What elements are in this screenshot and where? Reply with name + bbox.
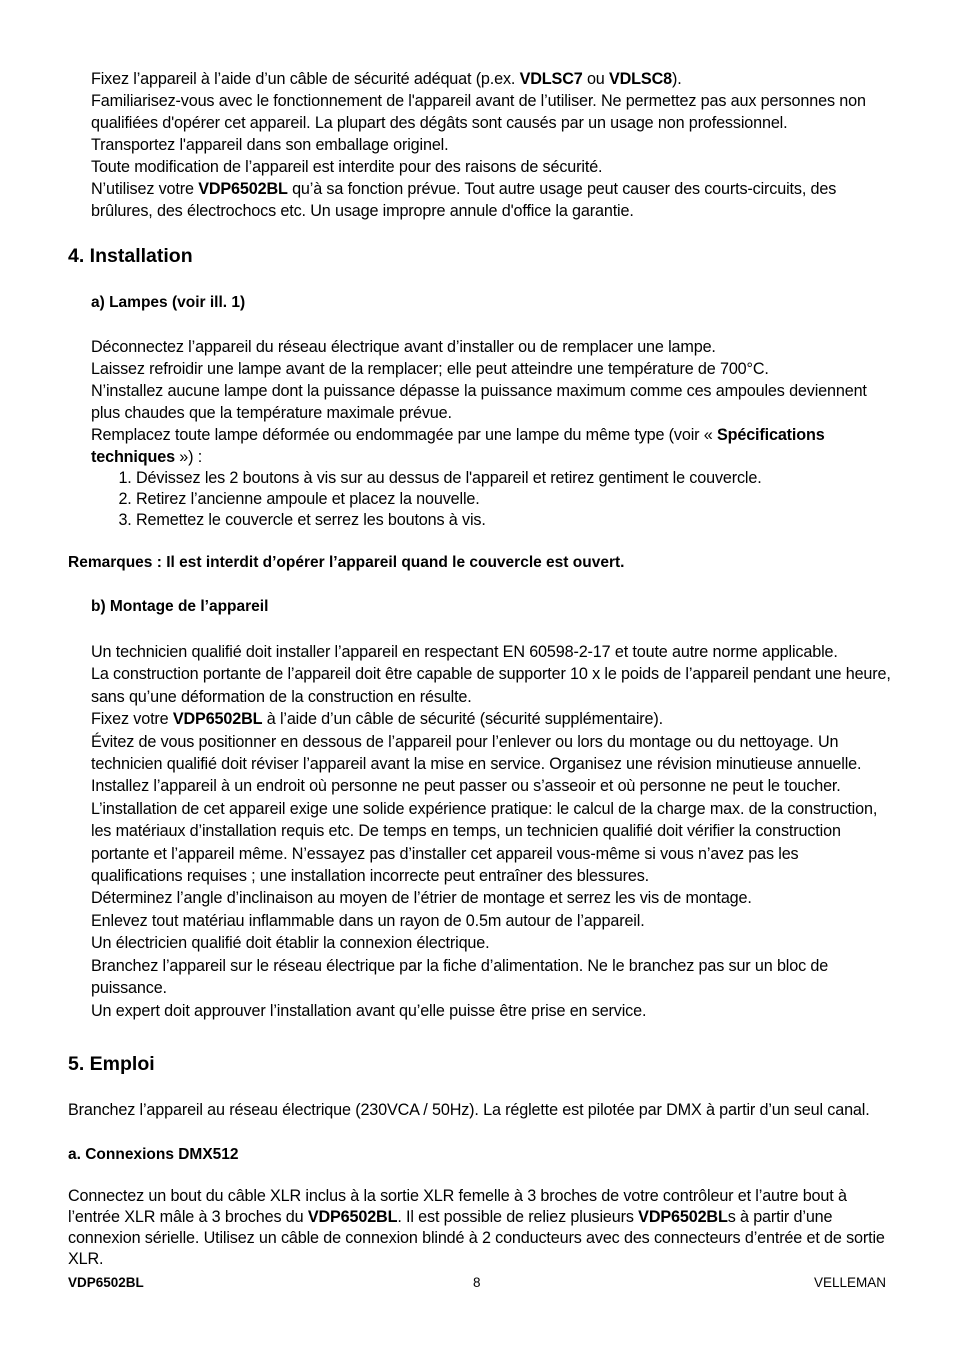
subsection-dmx-heading: a. Connexions DMX512 (68, 1146, 239, 1163)
list-item: 1. Dévissez les 2 boutons à vis sur au dessus de l'appareil et retirez gentiment le couvercle. (136, 468, 891, 489)
intro-paragraph-4: Toute modification de l’appareil est interdite pour des raisons de sécurité. (91, 158, 603, 176)
section-5-heading: 5. Emploi (68, 1053, 155, 1075)
lamps-block (91, 336, 891, 531)
lamps-paragraph-2: Laissez refroidir une lampe avant de la remplacer; elle peut atteindre une température de 700°C. (91, 360, 769, 378)
intro-paragraph-3: Transportez l'appareil dans son emballage originel. (91, 136, 449, 154)
footer-brand: VELLEMAN (813, 1275, 886, 1290)
intro-paragraph-2: Familiarisez-vous avec le fonctionnement de l'appareil avant de l’utiliser. Ne permettez pas aux personnes non qualifiées d'opérer cet appareil. La plupart des dégâts sont causés par un usage non professionnel. (91, 92, 866, 132)
mounting-paragraph-9: Un électricien qualifié doit établir la connexion électrique. (91, 934, 490, 953)
lamps-paragraph-4: Remplacez toute lampe déformée ou endommagée par une lampe du même type (voir « Spécifications techniques ») : (91, 426, 825, 466)
dmx-block (68, 1186, 888, 1270)
mounting-paragraph-2: La construction portante de l’appareil doit être capable de supporter 10 x le poids de l’appareil pendant une heure, sans qu’une déformation de la construction en résulte. (91, 665, 891, 706)
subsection-a-heading: a) Lampes (voir ill. 1) (91, 294, 246, 311)
dmx-paragraph-1: Connectez un bout du câble XLR inclus à la sortie XLR femelle à 3 broches de votre contrôleur et l’autre bout à l’entrée XLR mâle à 3 broches du VDP6502BL. Il est possible de reliez plusieurs VDP6502BLs à partir d’une connexion sérielle. Utilisez un câble de connexion blindé à 2 conducteurs avec des connecteurs d’entrée et de sortie XLR. (68, 1187, 885, 1268)
mounting-paragraph-8: Enlevez tout matériau inflammable dans un rayon de 0.5m autour de l’appareil. (91, 911, 645, 930)
mounting-paragraph-3: Fixez votre VDP6502BL à l’aide d’un câble de sécurité (sécurité supplémentaire). (91, 710, 663, 729)
mounting-paragraph-10: Branchez l’appareil sur le réseau électrique par la fiche d’alimentation. Ne le branchez pas sur un bloc de puissance. (91, 956, 829, 998)
section-4-heading: 4. Installation (68, 245, 193, 267)
intro-paragraph-1: Fixez l’appareil à l’aide d’un câble de sécurité adéquat (p.ex. VDLSC7 ou VDLSC8). (91, 70, 682, 88)
mounting-paragraph-11: Un expert doit approuver l’installation avant qu’elle puisse être prise en service. (91, 1001, 647, 1020)
lamps-paragraph-1: Déconnectez l’appareil du réseau électrique avant d’installer ou de remplacer une lampe. (91, 338, 716, 356)
footer-page-number: 8 (473, 1275, 481, 1290)
lamp-steps-list (91, 468, 891, 531)
mounting-paragraph-5: Installez l’appareil à un endroit où personne ne peut passer ou s’asseoir et où personne ne peut le toucher. (91, 777, 841, 796)
footer-model: VDP6502BL (68, 1275, 144, 1290)
intro-block (91, 68, 891, 222)
mounting-block (91, 641, 891, 1022)
intro-paragraph-5: N’utilisez votre VDP6502BL qu’à sa fonction prévue. Tout autre usage peut causer des courts-circuits, des brûlures, des électrochocs etc. Un usage impropre annule d'office la garantie. (91, 180, 837, 220)
usage-paragraph-1: Branchez l’appareil au réseau électrique (230VCA / 50Hz). La réglette est pilotée par DMX à partir d’un seul canal. (68, 1101, 870, 1119)
mounting-paragraph-7: Déterminez l’angle d’inclinaison au moyen de l’étrier de montage et serrez les vis de montage. (91, 889, 752, 908)
lamps-paragraph-3: N’installez aucune lampe dont la puissance dépasse la puissance maximum comme ces ampoules deviennent plus chaudes que la température maximale prévue. (91, 382, 867, 422)
usage-block (68, 1099, 888, 1121)
warning-note: Remarques : Il est interdit d’opérer l’appareil quand le couvercle est ouvert. (68, 554, 625, 571)
subsection-b-heading: b) Montage de l’appareil (91, 598, 269, 615)
list-item: 2. Retirez l’ancienne ampoule et placez la nouvelle. (136, 489, 891, 510)
mounting-paragraph-4: Évitez de vous positionner en dessous de l’appareil pour l’enlever ou lors du montage ou du nettoyage. Un technicien qualifié doit réviser l’appareil avant la mise en service. Organisez une révision minutieuse annuelle. (91, 732, 862, 774)
list-item: 3. Remettez le couvercle et serrez les boutons à vis. (136, 510, 891, 531)
mounting-paragraph-6: L’installation de cet appareil exige une solide expérience pratique: le calcul de la charge max. de la construction, les matériaux d’installation requis etc. De temps en temps, un technicien qualifié doit vérifier la construction portante et l’appareil même. N’essayez pas d’installer cet appareil vous-même si vous n’avez pas les qualifications requises ; une installation incorrecte peut entraîner des blessures. (91, 799, 878, 886)
mounting-paragraph-1: Un technicien qualifié doit installer l’appareil en respectant EN 60598-2-17 et toute autre norme applicable. (91, 643, 838, 661)
